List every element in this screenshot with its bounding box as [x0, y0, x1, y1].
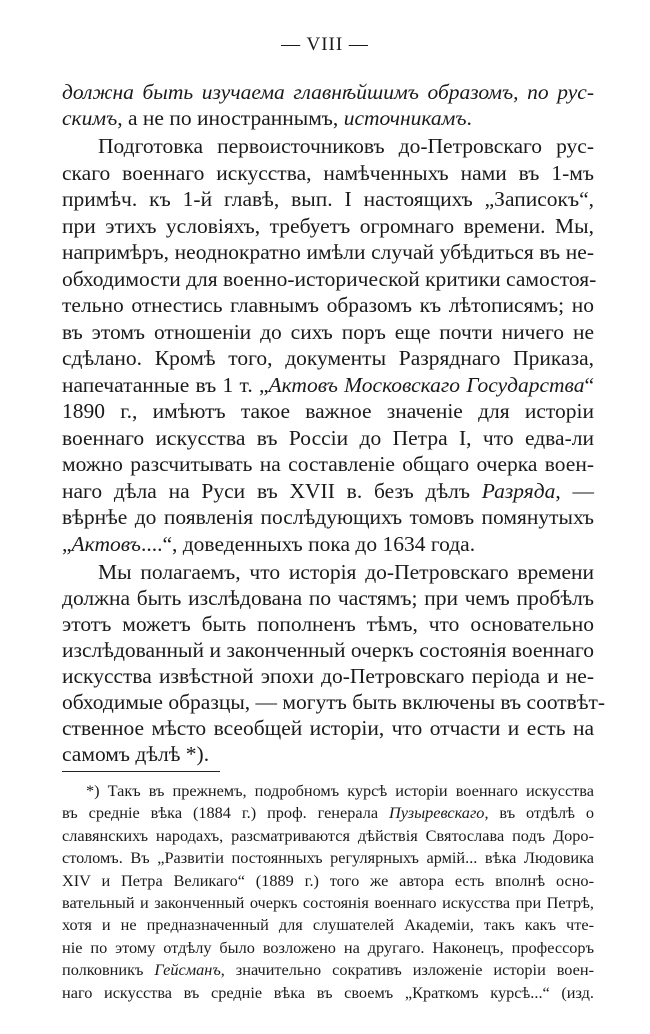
text-segment: „ [62, 532, 72, 556]
text-line [62, 914, 594, 935]
text-line [62, 690, 606, 715]
text-line [62, 982, 594, 1003]
text-segment: напечатанные въ 1 т. „ [62, 373, 269, 397]
italic-text: Актовъ [71, 532, 141, 556]
text-line [62, 80, 594, 105]
text-line [62, 346, 594, 371]
text-segment: искусства извѣстной эпохи до-Петровскаго періода и не- [62, 664, 594, 688]
text-line [62, 320, 594, 345]
text-segment: хотя и не предназначенный для слушателей Академіи, такъ какъ чте- [62, 915, 594, 934]
text-segment: наго дѣла на Руси въ XVII в. безъ дѣлъ [62, 479, 482, 503]
text-segment: ственное мѣсто всеобщей исторіи, что отчасти и есть на [62, 716, 594, 740]
text-line [98, 134, 594, 159]
text-line [62, 959, 594, 980]
text-segment: должна быть изслѣдована по частямъ; при чемъ пробѣлъ [62, 586, 594, 610]
text-line [62, 586, 594, 611]
text-line [62, 187, 594, 212]
text-line [62, 373, 594, 398]
text-segment: напримѣръ, неоднократно имѣли случай убѣдиться въ не- [62, 240, 594, 264]
text-segment: столомъ. Въ „Развитіи постоянныхъ регулярныхъ армій... вѣка Людовика [62, 848, 594, 867]
text-line [62, 532, 594, 557]
text-line [62, 106, 594, 131]
text-line [62, 426, 594, 451]
text-segment: примѣч. къ 1-й главѣ, вып. I настоящихъ „Записокъ“, [62, 187, 594, 211]
text-segment: , а не по иностраннымъ, [117, 106, 344, 130]
italic-text: Разряда [481, 479, 556, 503]
text-segment: , — [555, 479, 595, 503]
text-line [62, 505, 594, 530]
text-segment: обходимые образцы, — могутъ быть включены въ соотвѣт- [62, 690, 606, 714]
text-segment: славянскихъ народахъ, разсматриваются дѣйствія Святослава подъ Доро- [62, 826, 594, 845]
text-segment: , значительно сокративъ изложеніе исторіи воен- [220, 960, 594, 979]
italic-text: Актовъ Московскаго Государства [268, 373, 585, 397]
italic-text: должна быть изучаема главнѣйшимъ образомъ, по рус- [62, 80, 594, 104]
text-line [62, 638, 594, 663]
text-segment: вѣрнѣе до появленія послѣдующихъ томовъ помянутыхъ [62, 505, 594, 529]
text-segment: Подготовка первоисточниковъ до-Петровскаго рус- [98, 134, 594, 158]
text-line [62, 214, 594, 239]
italic-text: Пузыревскаго [389, 803, 485, 822]
text-line [62, 892, 594, 913]
text-line [62, 452, 594, 477]
text-segment: ....“, доведенныхъ пока до 1634 года. [140, 532, 476, 556]
text-segment: можно разсчитывать на составленіе общаго очерка воен- [62, 452, 594, 476]
text-segment: обходимости для военно-исторической критики самостоя- [62, 267, 597, 291]
text-line [62, 716, 594, 741]
text-segment: изслѣдованный и законченный очеркъ состоянія военнаго [62, 638, 594, 662]
text-line [62, 937, 594, 958]
text-segment: полковникъ [62, 960, 155, 979]
text-segment: самомъ дѣлѣ *). [62, 742, 210, 766]
text-line [62, 479, 594, 504]
text-segment: XIV и Петра Великаго“ (1889 г.) того же автора есть вполнѣ осно- [62, 871, 594, 890]
footnote-divider [62, 771, 220, 772]
text-line [62, 742, 594, 767]
italic-text: скимъ [62, 106, 118, 130]
text-line [62, 825, 594, 846]
text-segment: этотъ можетъ быть пополненъ тѣмъ, что основательно [62, 612, 594, 636]
text-segment: при этихъ условіяхъ, требуетъ огромнаго времени. Мы, [62, 214, 594, 238]
text-line [62, 612, 594, 637]
italic-text: источникамъ [343, 106, 467, 130]
text-segment: *) Такъ въ прежнемъ, подробномъ курсѣ исторіи военнаго искусства [86, 781, 594, 800]
text-segment: “ [584, 373, 594, 397]
text-segment: 1890 г., имѣютъ такое важное значеніе для исторіи [62, 399, 594, 423]
text-segment: вательный и законченный очеркъ состоянія военнаго искусства при Петрѣ, [62, 893, 594, 912]
text-line [62, 664, 594, 689]
text-segment: сдѣлано. Кромѣ того, документы Разряднаго Приказа, [62, 346, 594, 370]
text-segment: въ этомъ отношеніи до сихъ поръ еще почти ничего не [62, 320, 594, 344]
text-segment: , въ отдѣлѣ о [484, 803, 594, 822]
text-segment: военнаго искусства въ Россіи до Петра I, что едва-ли [62, 426, 594, 450]
text-line [62, 293, 594, 318]
text-segment: наго искусства въ средніе вѣка въ своемъ „Краткомъ курсѣ...“ (изд. [62, 983, 594, 1002]
text-line [62, 399, 594, 424]
text-line [86, 780, 594, 801]
text-segment: . [466, 106, 472, 130]
text-line [62, 847, 594, 868]
text-segment: ніе по этому отдѣлу было возложено на другаго. Наконецъ, профессоръ [62, 938, 594, 957]
text-line [98, 560, 594, 585]
text-segment: тельно отнестись главнымъ образомъ къ лѣтописямъ; но [62, 293, 594, 317]
page-number: — VIII — [281, 34, 369, 55]
text-line [62, 240, 594, 265]
text-segment: въ средніе вѣка (1884 г.) проф. генерала [62, 803, 389, 822]
text-line [62, 870, 594, 891]
text-line [62, 267, 597, 292]
text-segment: скаго военнаго искусства, намѣченныхъ нами въ 1-мъ [62, 161, 594, 185]
text-line [62, 161, 594, 186]
text-segment: Мы полагаемъ, что исторія до-Петровскаго времени [98, 560, 594, 584]
text-line [62, 802, 594, 823]
italic-text: Гейсманъ [154, 960, 221, 979]
